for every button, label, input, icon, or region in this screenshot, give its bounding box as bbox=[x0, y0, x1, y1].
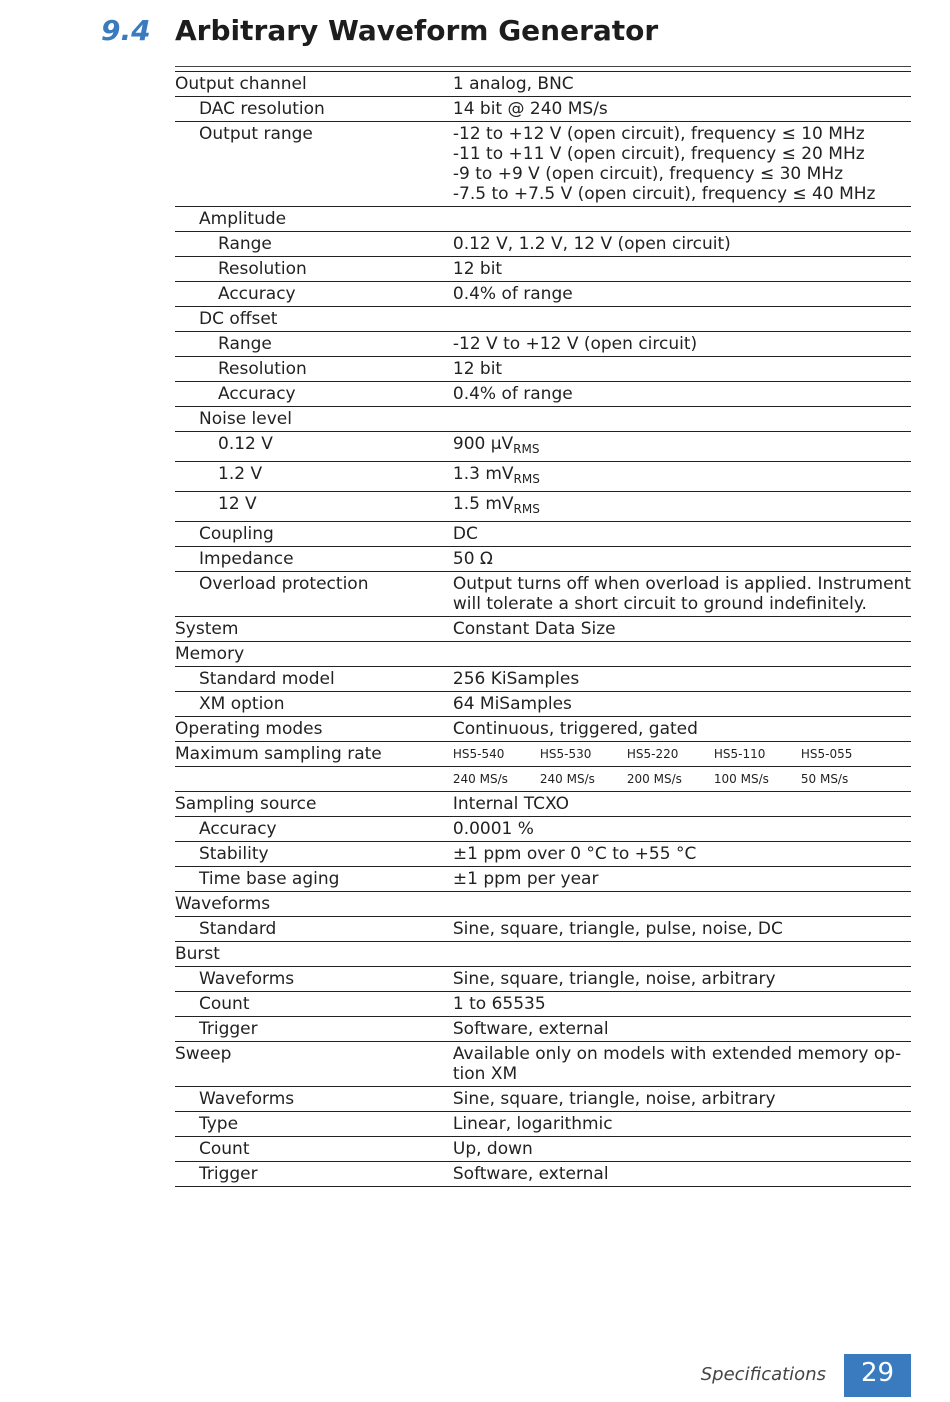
spec-value: Up, down bbox=[452, 1139, 533, 1159]
spec-value-cell bbox=[453, 462, 911, 492]
spec-row bbox=[175, 432, 911, 462]
spec-value-line: Available only on models with extended memory op- bbox=[452, 1044, 902, 1064]
spec-value-cell bbox=[453, 642, 911, 667]
model-entry: 50 MS/s bbox=[800, 772, 849, 786]
spec-value-cell bbox=[453, 1112, 911, 1137]
spec-label-cell bbox=[175, 332, 453, 357]
spec-label-cell bbox=[175, 1162, 453, 1187]
spec-label-cell bbox=[175, 572, 453, 617]
spec-row bbox=[175, 967, 911, 992]
spec-row bbox=[175, 692, 911, 717]
spec-row bbox=[175, 307, 911, 332]
spec-row bbox=[175, 842, 911, 867]
model-entry: HS5-540 bbox=[452, 747, 505, 761]
spec-value-line: -12 to +12 V (open circuit), frequency ≤ 10 MHz bbox=[452, 124, 865, 144]
spec-label-cell bbox=[175, 1042, 453, 1087]
spec-row bbox=[175, 917, 911, 942]
spec-row bbox=[175, 717, 911, 742]
spec-value: ±1 ppm over 0 °C to +55 °C bbox=[452, 844, 697, 864]
spec-label: Sweep bbox=[175, 1044, 232, 1064]
spec-label: DC offset bbox=[199, 309, 278, 329]
spec-label-cell bbox=[175, 767, 453, 792]
spec-label-cell bbox=[175, 462, 453, 492]
spec-row bbox=[175, 792, 911, 817]
spec-label-cell bbox=[175, 1137, 453, 1162]
spec-value-cell bbox=[453, 792, 911, 817]
spec-value-cell bbox=[453, 1017, 911, 1042]
spec-value: 12 bit bbox=[452, 259, 503, 279]
spec-value-line: will tolerate a short circuit to ground indefinitely. bbox=[452, 594, 867, 614]
spec-row bbox=[175, 1087, 911, 1112]
spec-row bbox=[175, 892, 911, 917]
spec-value-cell bbox=[453, 767, 911, 792]
spec-value: 0.12 V, 1.2 V, 12 V (open circuit) bbox=[452, 234, 731, 254]
spec-label-cell bbox=[175, 692, 453, 717]
spec-label: Output range bbox=[199, 124, 313, 144]
spec-value: Linear, logarithmic bbox=[452, 1114, 613, 1134]
spec-value-cell bbox=[453, 332, 911, 357]
spec-value-subscript: RMS bbox=[513, 502, 540, 516]
spec-value-cell bbox=[453, 692, 911, 717]
spec-value-cell bbox=[453, 667, 911, 692]
spec-value-line: Output turns off when overload is applied. Instrument bbox=[452, 574, 911, 594]
section-title: Arbitrary Waveform Generator bbox=[175, 14, 659, 47]
spec-label-cell bbox=[175, 942, 453, 967]
spec-label: Burst bbox=[175, 944, 220, 964]
spec-row bbox=[175, 282, 911, 307]
spec-value-cell bbox=[453, 382, 911, 407]
spec-value: 1 analog, BNC bbox=[452, 74, 574, 94]
spec-row bbox=[175, 207, 911, 232]
spec-row bbox=[175, 1112, 911, 1137]
spec-label: Stability bbox=[199, 844, 269, 864]
spec-label-cell bbox=[175, 967, 453, 992]
spec-label-cell bbox=[175, 917, 453, 942]
spec-row bbox=[175, 1042, 911, 1087]
spec-value-cell bbox=[453, 282, 911, 307]
spec-value: Continuous, triggered, gated bbox=[452, 719, 698, 739]
spec-value-cell bbox=[453, 1087, 911, 1112]
spec-label: Resolution bbox=[218, 259, 307, 279]
spec-label-cell bbox=[175, 307, 453, 332]
spec-value-cell bbox=[453, 432, 911, 462]
spec-label: Time base aging bbox=[199, 869, 340, 889]
spec-value-line: -7.5 to +7.5 V (open circuit), frequency ≤ 40 MHz bbox=[452, 184, 876, 204]
spec-value-cell bbox=[453, 992, 911, 1017]
spec-label: 1.2 V bbox=[218, 464, 263, 484]
spec-value-cell bbox=[453, 617, 911, 642]
page-number: 29 bbox=[844, 1354, 911, 1397]
spec-label: Waveforms bbox=[199, 969, 295, 989]
spec-row bbox=[175, 72, 911, 97]
spec-value-cell bbox=[453, 1042, 911, 1087]
spec-label-cell bbox=[175, 617, 453, 642]
spec-label-cell bbox=[175, 357, 453, 382]
spec-label: DAC resolution bbox=[199, 99, 325, 119]
spec-label: Trigger bbox=[199, 1019, 258, 1039]
spec-label: Type bbox=[199, 1114, 239, 1134]
model-entry: 240 MS/s bbox=[452, 772, 508, 786]
spec-value-cell bbox=[453, 407, 911, 432]
spec-label-cell bbox=[175, 667, 453, 692]
spec-value: -12 V to +12 V (open circuit) bbox=[452, 334, 698, 354]
spec-value-cell bbox=[453, 257, 911, 282]
section-heading bbox=[0, 10, 950, 54]
spec-label-cell bbox=[175, 382, 453, 407]
spec-value-subscript: RMS bbox=[513, 442, 540, 456]
model-entry: HS5-055 bbox=[800, 747, 853, 761]
spec-row bbox=[175, 742, 911, 767]
spec-label-cell bbox=[175, 207, 453, 232]
spec-value-cell bbox=[453, 357, 911, 382]
section-number: 9.4 bbox=[101, 14, 151, 47]
spec-label-cell bbox=[175, 817, 453, 842]
top-rule bbox=[175, 66, 911, 67]
spec-table bbox=[175, 71, 911, 1187]
spec-label-cell bbox=[175, 522, 453, 547]
spec-value-cell bbox=[453, 97, 911, 122]
spec-value-cell bbox=[453, 1162, 911, 1187]
spec-label: Memory bbox=[175, 644, 245, 664]
spec-value: Sine, square, triangle, noise, arbitrary bbox=[452, 1089, 776, 1109]
spec-row bbox=[175, 1137, 911, 1162]
spec-label: Resolution bbox=[218, 359, 307, 379]
spec-label: Trigger bbox=[199, 1164, 258, 1184]
spec-row bbox=[175, 257, 911, 282]
spec-label-cell bbox=[175, 282, 453, 307]
spec-label: Impedance bbox=[199, 549, 294, 569]
spec-label: XM option bbox=[199, 694, 285, 714]
spec-value: Sine, square, triangle, pulse, noise, DC bbox=[452, 919, 783, 939]
spec-row bbox=[175, 332, 911, 357]
spec-label: 12 V bbox=[218, 494, 257, 514]
spec-label: Coupling bbox=[199, 524, 274, 544]
spec-row bbox=[175, 232, 911, 257]
spec-row bbox=[175, 867, 911, 892]
model-entry: 100 MS/s bbox=[713, 772, 769, 786]
spec-value-cell bbox=[453, 522, 911, 547]
model-list bbox=[453, 744, 911, 764]
spec-row bbox=[175, 122, 911, 207]
spec-label-cell bbox=[175, 432, 453, 462]
spec-label-cell bbox=[175, 257, 453, 282]
spec-value: 0.0001 % bbox=[452, 819, 534, 839]
spec-value: ±1 ppm per year bbox=[452, 869, 599, 889]
spec-value: 900 μV bbox=[452, 434, 514, 454]
model-list bbox=[453, 769, 911, 789]
spec-label-cell bbox=[175, 122, 453, 207]
spec-value-cell bbox=[453, 547, 911, 572]
spec-label: Count bbox=[199, 994, 250, 1014]
spec-label: Amplitude bbox=[199, 209, 287, 229]
spec-row bbox=[175, 492, 911, 522]
spec-row bbox=[175, 767, 911, 792]
spec-value-line: tion XM bbox=[452, 1064, 518, 1084]
spec-value-cell bbox=[453, 892, 911, 917]
spec-row bbox=[175, 667, 911, 692]
spec-value-cell bbox=[453, 207, 911, 232]
spec-row bbox=[175, 97, 911, 122]
model-entry: HS5-110 bbox=[713, 747, 766, 761]
spec-row bbox=[175, 817, 911, 842]
spec-label-cell bbox=[175, 892, 453, 917]
spec-row bbox=[175, 572, 911, 617]
model-entry: 200 MS/s bbox=[626, 772, 682, 786]
spec-value-cell bbox=[453, 942, 911, 967]
spec-value-cell bbox=[453, 122, 911, 207]
spec-value: 12 bit bbox=[452, 359, 503, 379]
spec-label: Waveforms bbox=[199, 1089, 295, 1109]
model-entry: HS5-220 bbox=[626, 747, 679, 761]
spec-label: Standard model bbox=[199, 669, 335, 689]
spec-row bbox=[175, 942, 911, 967]
spec-label-cell bbox=[175, 992, 453, 1017]
spec-label-cell bbox=[175, 792, 453, 817]
spec-value-cell bbox=[453, 572, 911, 617]
spec-value: Software, external bbox=[452, 1019, 609, 1039]
spec-label-cell bbox=[175, 742, 453, 767]
spec-label-cell bbox=[175, 1112, 453, 1137]
spec-row bbox=[175, 357, 911, 382]
spec-label-cell bbox=[175, 492, 453, 522]
spec-label: Accuracy bbox=[199, 819, 277, 839]
spec-value: Internal TCXO bbox=[452, 794, 569, 814]
spec-label: Accuracy bbox=[218, 384, 296, 404]
spec-value: Software, external bbox=[452, 1164, 609, 1184]
spec-row bbox=[175, 642, 911, 667]
spec-label-cell bbox=[175, 407, 453, 432]
spec-label: Output channel bbox=[175, 74, 307, 94]
spec-value: 50 Ω bbox=[452, 549, 493, 569]
spec-row bbox=[175, 617, 911, 642]
spec-value-line: -9 to +9 V (open circuit), frequency ≤ 30 MHz bbox=[452, 164, 844, 184]
spec-label: Range bbox=[218, 334, 272, 354]
spec-label: Accuracy bbox=[218, 284, 296, 304]
spec-row bbox=[175, 407, 911, 432]
spec-value: 64 MiSamples bbox=[452, 694, 572, 714]
spec-label: Operating modes bbox=[175, 719, 323, 739]
spec-row bbox=[175, 1162, 911, 1187]
spec-value: 14 bit @ 240 MS/s bbox=[452, 99, 608, 119]
spec-label-cell bbox=[175, 842, 453, 867]
spec-value-cell bbox=[453, 1137, 911, 1162]
spec-label-cell bbox=[175, 867, 453, 892]
spec-value-cell bbox=[453, 72, 911, 97]
spec-label-cell bbox=[175, 97, 453, 122]
spec-label: Count bbox=[199, 1139, 250, 1159]
spec-label: Noise level bbox=[199, 409, 292, 429]
spec-label-cell bbox=[175, 232, 453, 257]
spec-value: 1.5 mV bbox=[452, 494, 514, 514]
spec-row bbox=[175, 992, 911, 1017]
spec-row bbox=[175, 547, 911, 572]
spec-value: Constant Data Size bbox=[452, 619, 616, 639]
spec-value-cell bbox=[453, 867, 911, 892]
spec-value: 0.4% of range bbox=[452, 284, 573, 304]
spec-value-cell bbox=[453, 307, 911, 332]
spec-value-subscript: RMS bbox=[513, 472, 540, 486]
spec-label-cell bbox=[175, 547, 453, 572]
spec-label-cell bbox=[175, 642, 453, 667]
spec-value-cell bbox=[453, 717, 911, 742]
spec-label-cell bbox=[175, 717, 453, 742]
spec-label: Overload protection bbox=[199, 574, 369, 594]
spec-label: Maximum sampling rate bbox=[175, 744, 382, 764]
spec-label: System bbox=[175, 619, 239, 639]
model-entry: 240 MS/s bbox=[539, 772, 595, 786]
spec-label: Waveforms bbox=[175, 894, 271, 914]
spec-value-cell bbox=[453, 232, 911, 257]
spec-value: DC bbox=[452, 524, 478, 544]
spec-value-line: -11 to +11 V (open circuit), frequency ≤ 20 MHz bbox=[452, 144, 865, 164]
spec-label: Standard bbox=[199, 919, 277, 939]
spec-row bbox=[175, 1017, 911, 1042]
spec-row bbox=[175, 462, 911, 492]
spec-row bbox=[175, 382, 911, 407]
spec-value-cell bbox=[453, 492, 911, 522]
spec-value: 1 to 65535 bbox=[452, 994, 546, 1014]
spec-value-cell bbox=[453, 817, 911, 842]
spec-value-cell bbox=[453, 967, 911, 992]
spec-row bbox=[175, 522, 911, 547]
spec-value-cell bbox=[453, 742, 911, 767]
spec-label: 0.12 V bbox=[218, 434, 273, 454]
spec-label-cell bbox=[175, 72, 453, 97]
spec-label: Range bbox=[218, 234, 272, 254]
spec-value: Sine, square, triangle, noise, arbitrary bbox=[452, 969, 776, 989]
spec-value-cell bbox=[453, 842, 911, 867]
spec-value-cell bbox=[453, 917, 911, 942]
spec-value: 1.3 mV bbox=[452, 464, 514, 484]
spec-value: 0.4% of range bbox=[452, 384, 573, 404]
footer-section-name: Specifications bbox=[700, 1364, 826, 1385]
spec-value: 256 KiSamples bbox=[452, 669, 580, 689]
model-entry: HS5-530 bbox=[539, 747, 592, 761]
spec-label-cell bbox=[175, 1087, 453, 1112]
spec-label-cell bbox=[175, 1017, 453, 1042]
spec-label: Sampling source bbox=[175, 794, 317, 814]
